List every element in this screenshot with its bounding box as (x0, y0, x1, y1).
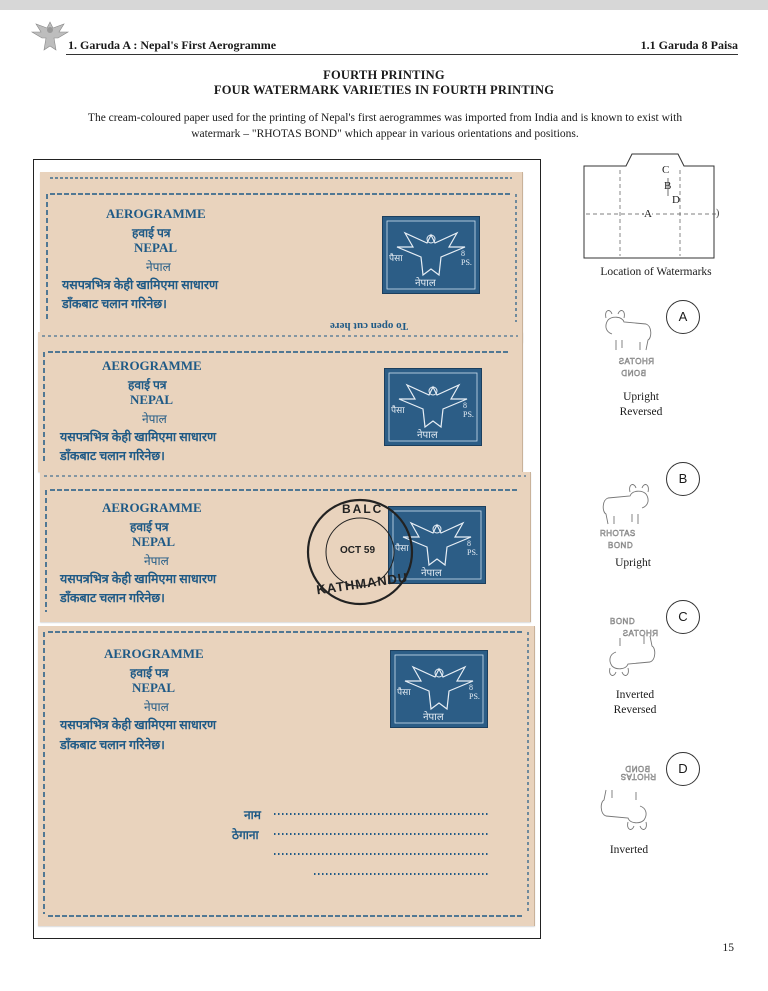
page-number: 15 (722, 942, 734, 954)
stamp-value-left: पैसा (389, 253, 403, 263)
stamp-value-left: पैसा (395, 543, 409, 553)
watermark-a-badge: A (666, 300, 700, 334)
stamp-value-right: 8 PS. (469, 683, 480, 701)
hindi-title: हवाई पत्र (130, 520, 169, 534)
hindi-title: हवाई पत्र (130, 666, 169, 680)
watermark-a-line-1: Upright (623, 391, 659, 403)
name-field-label: नाम (244, 808, 261, 822)
aerogramme-sheet-3 (40, 472, 531, 622)
stamp-country: नेपाल (417, 430, 438, 441)
location-letter-b: B (664, 180, 672, 192)
stamp-value-right: 8 PS. (467, 539, 478, 557)
diagram-caption: Location of Watermarks (600, 266, 712, 278)
aerogramme-layout-icon (582, 152, 732, 262)
svg-text:BOND: BOND (608, 541, 634, 550)
watermark-a-label (566, 390, 716, 420)
address-field-label: ठेगाना (232, 828, 259, 842)
aerogramme-sheet-2 (38, 332, 523, 472)
stamp-value-right: 8 PS. (463, 401, 474, 419)
nepal-label: NEPAL (130, 392, 174, 407)
hindi-line-4: डाँकबाट चलान गरिनेछ। (62, 297, 167, 311)
svg-text:RHOTAS: RHOTAS (618, 357, 654, 366)
postmark-bottom-text: KATHMANDU (315, 569, 410, 598)
location-letter-c: C (662, 164, 670, 176)
bull-watermark-icon (596, 304, 656, 384)
hindi-line-3: यसपत्रभित्र केही खामिएमा साधारण (60, 430, 217, 444)
section-title: 1.1 Garuda 8 Paisa (640, 38, 738, 52)
hindi-line-3: यसपत्रभित्र केही खामिएमा साधारण (60, 718, 217, 732)
svg-text:RHOTAS: RHOTAS (622, 629, 658, 638)
heading-line-1: FOURTH PRINTING (323, 68, 445, 82)
aerogramme-title: AEROGRAMME (106, 206, 206, 221)
hindi-nepal: नेपाल (146, 260, 171, 274)
watermark-c-label (560, 688, 710, 718)
hindi-nepal: नेपाल (144, 700, 169, 714)
hindi-nepal: नेपाल (142, 412, 167, 426)
garuda-logo-icon (30, 16, 70, 56)
aerogramme-title: AEROGRAMME (102, 358, 202, 373)
top-scan-bar (0, 0, 768, 10)
heading-line-2: FOUR WATERMARK VARIETIES IN FOURTH PRINTING (213, 83, 555, 97)
hindi-line-4: डाँकबाट चलान गरिनेछ। (60, 591, 165, 605)
watermark-c-badge: C (666, 600, 700, 634)
watermark-c-line-1: Inverted (615, 689, 655, 701)
nepal-label: NEPAL (132, 534, 176, 549)
open-here-text: To open cut here (330, 320, 408, 332)
hindi-line-3: यसपत्रभित्र केही खामिएमा साधारण (62, 278, 219, 292)
bull-watermark-icon (598, 478, 658, 552)
nepal-label: NEPAL (134, 240, 178, 255)
location-letter-d: D (672, 194, 680, 206)
svg-text:): ) (716, 208, 720, 219)
watermark-d-badge: D (666, 752, 700, 786)
aerogramme-sheet-1 (40, 172, 523, 342)
watermark-location-diagram (582, 152, 732, 278)
stamp-value-right: 8 PS. (461, 249, 472, 267)
page-header (30, 16, 738, 56)
chapter-title: 1. Garuda A : Nepal's First Aerogramme (68, 38, 277, 52)
stamp-country: नेपाल (415, 278, 436, 289)
stamp-country: नेपाल (421, 568, 442, 579)
bull-watermark-icon (600, 612, 660, 682)
aerogramme-sheet-4 (38, 626, 535, 926)
postmark (302, 494, 418, 610)
hindi-nepal: नेपाल (144, 554, 169, 568)
watermark-c-line-2: Reversed (613, 704, 657, 716)
svg-text:BOND: BOND (624, 765, 650, 774)
watermark-d-label (554, 843, 704, 858)
postmark-date: OCT 59 (340, 545, 376, 556)
aerogramme-title: AEROGRAMME (104, 646, 204, 661)
hindi-title: हवाई पत्र (128, 378, 167, 392)
garuda-stamp (390, 650, 488, 728)
svg-text:RHOTAS: RHOTAS (620, 772, 656, 781)
header-rule (66, 54, 738, 55)
intro-paragraph (40, 110, 730, 142)
watermark-a-line-2: Reversed (619, 406, 663, 418)
watermark-b-label (558, 556, 708, 571)
aerogramme-title: AEROGRAMME (102, 500, 202, 515)
hindi-line-4: डाँकबाट चलान गरिनेछ। (60, 449, 165, 463)
hindi-line-3: यसपत्रभित्र केही खामिएमा साधारण (60, 572, 217, 586)
watermark-b-badge: B (666, 462, 700, 496)
stamp-value-left: पैसा (397, 687, 411, 697)
watermark-d-line-1: Inverted (609, 844, 649, 856)
nepal-label: NEPAL (132, 680, 176, 695)
hindi-line-4: डाँकबाट चलान गरिनेछ। (60, 738, 165, 752)
svg-text:BOND: BOND (610, 617, 636, 626)
stamp-country: नेपाल (423, 712, 444, 723)
bull-watermark-icon (596, 760, 660, 838)
intro-line-1: The cream-coloured paper used for the printing of Nepal's first aerogrammes was imported from India and is known to exist with (87, 112, 683, 124)
svg-text:RHOTAS: RHOTAS (600, 529, 636, 538)
svg-text:BOND: BOND (620, 369, 646, 378)
intro-line-2: watermark – "RHOTAS BOND" which appear in various orientations and positions. (191, 128, 579, 140)
location-letter-a: A (644, 208, 652, 220)
stamp-value-left: पैसा (391, 405, 405, 415)
hindi-title: हवाई पत्र (132, 226, 171, 240)
aerogramme-display (33, 159, 541, 939)
garuda-stamp (384, 368, 482, 446)
postmark-top-text: BALC (342, 502, 384, 516)
garuda-stamp (382, 216, 480, 294)
watermark-b-line-1: Upright (615, 557, 651, 569)
